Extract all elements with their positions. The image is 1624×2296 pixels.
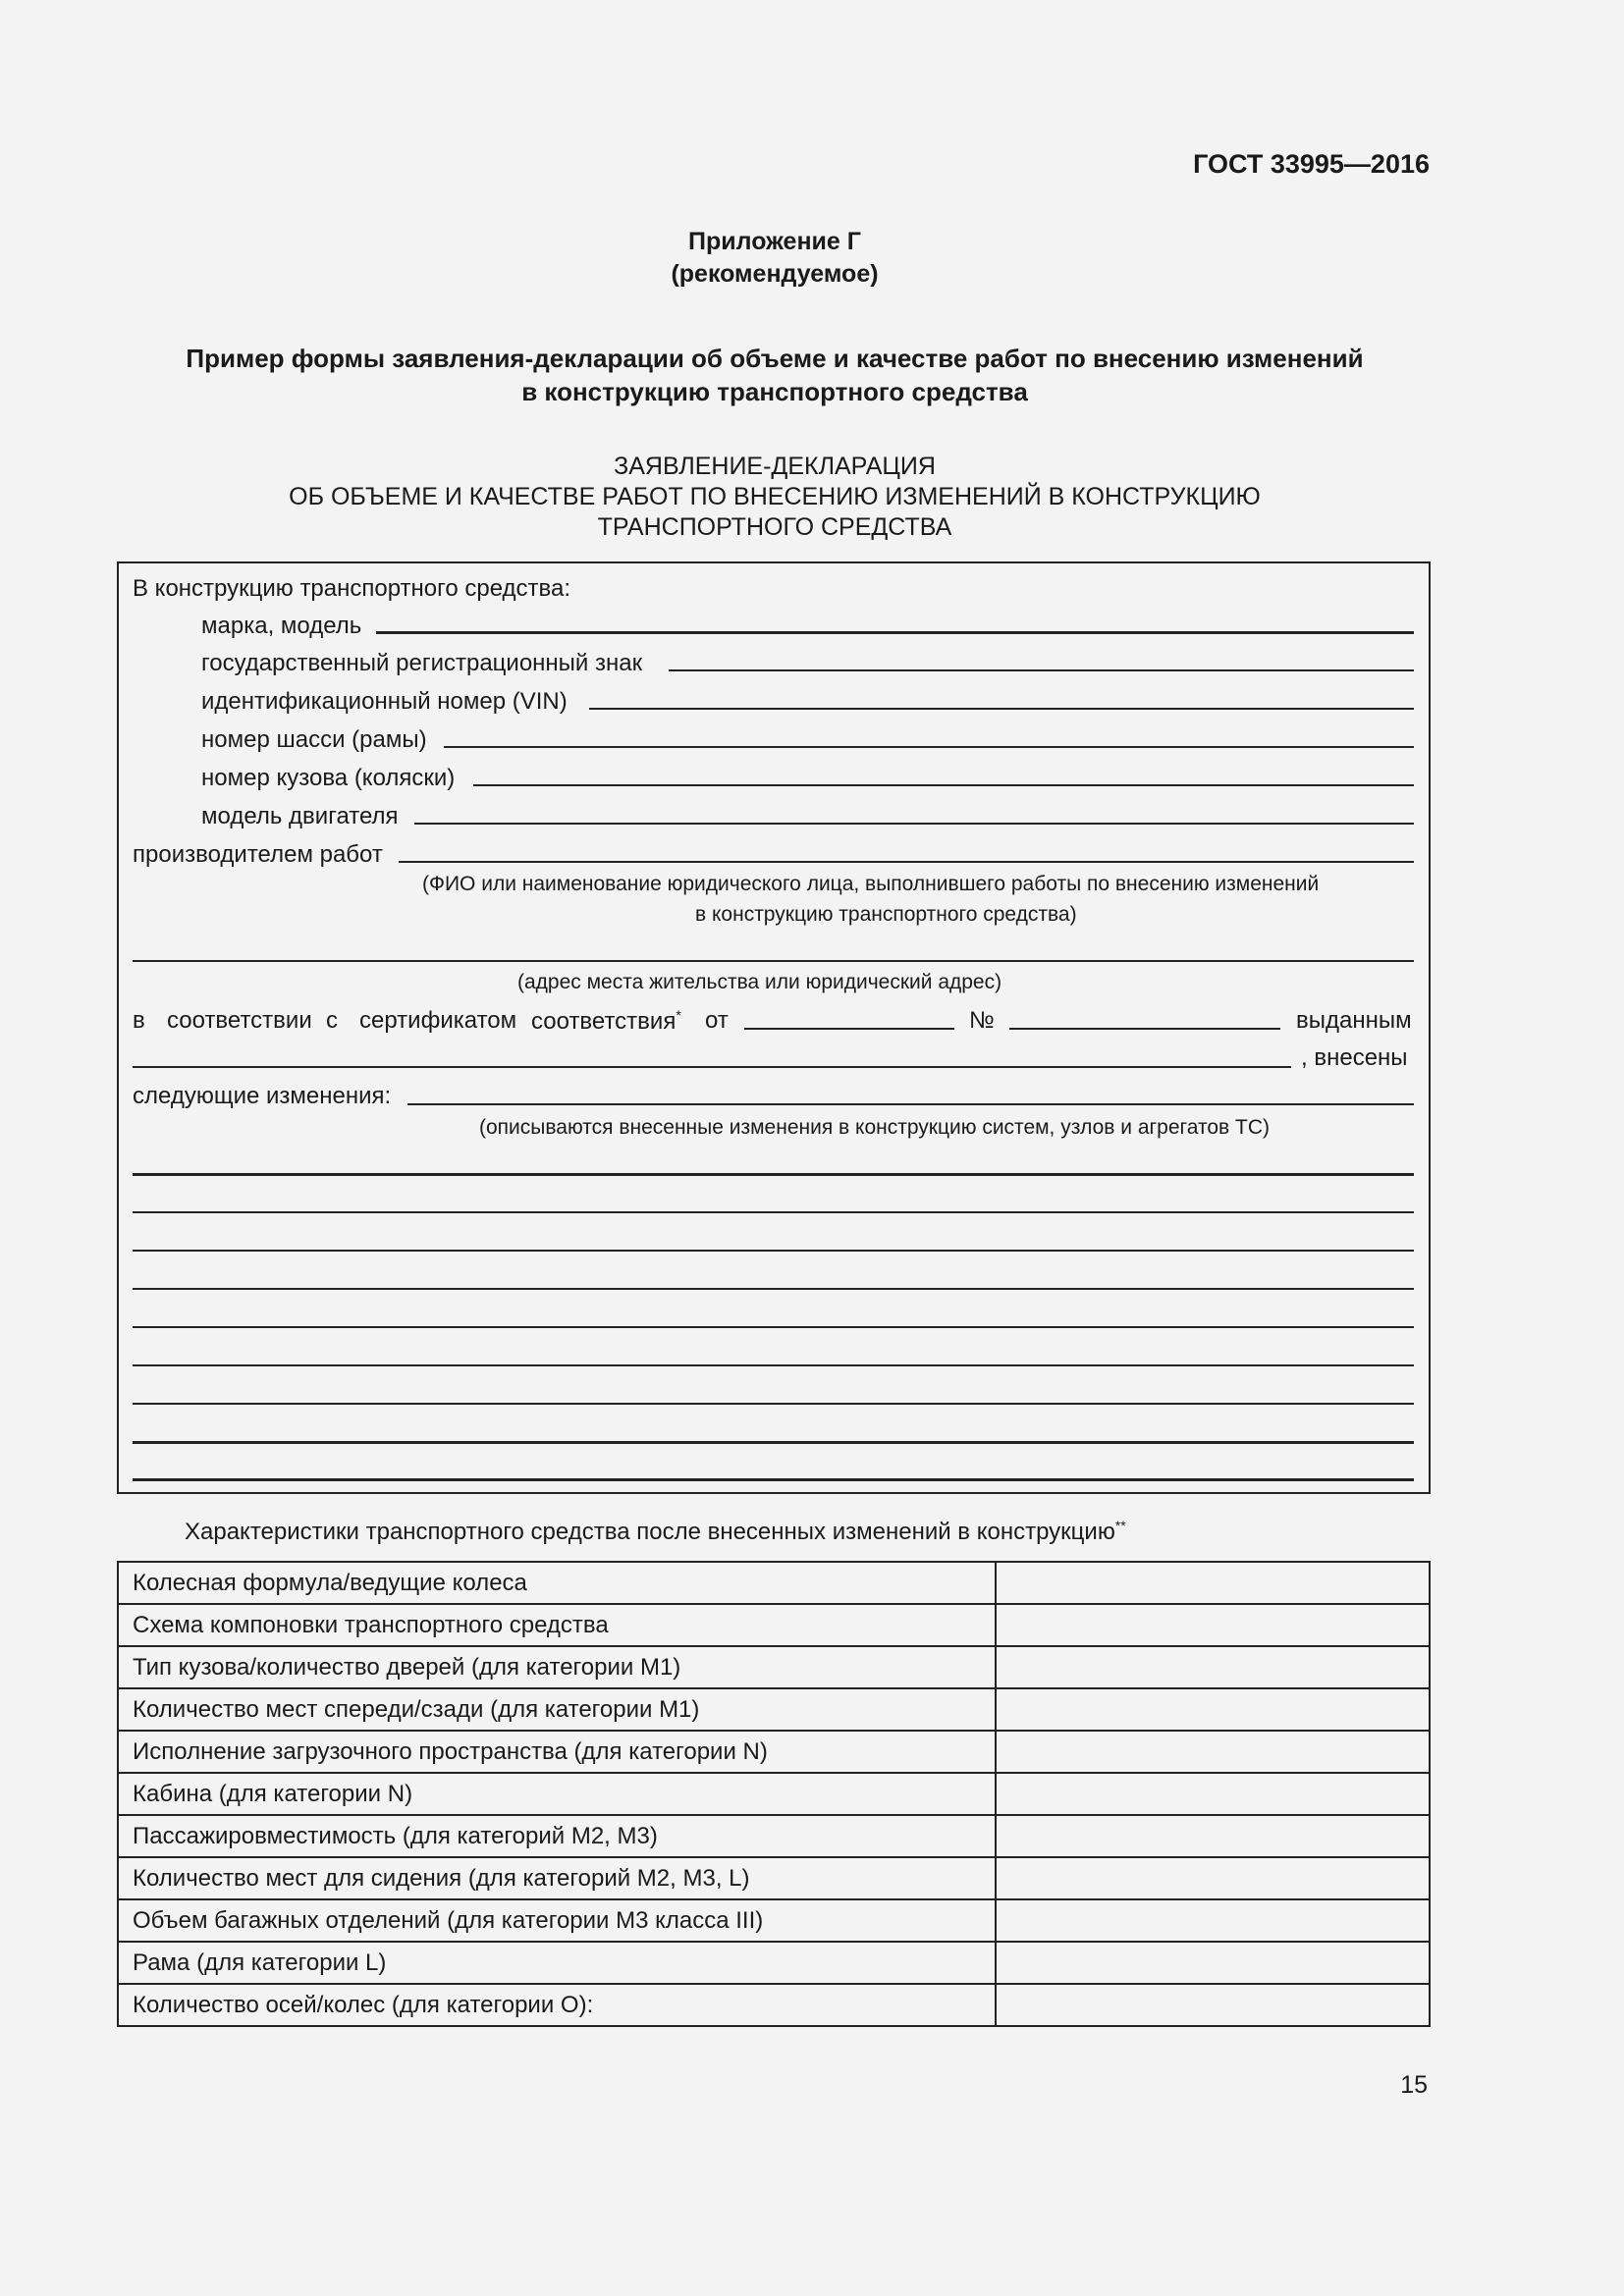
characteristic-value-cell[interactable] [996, 1731, 1430, 1773]
cert-word-ot: от [705, 1007, 729, 1034]
characteristic-value-cell[interactable] [996, 1773, 1430, 1815]
characteristic-label: Пассажировместимость (для категорий М2, М3) [118, 1815, 996, 1857]
field-line-chassis[interactable] [444, 746, 1414, 748]
field-label-chassis: номер шасси (рамы) [201, 726, 427, 753]
characteristics-caption: Характеристики транспортного средства после внесенных изменений в конструкцию** [185, 1518, 1126, 1545]
appendix-subtitle: (рекомендуемое) [671, 260, 879, 288]
cert-number-line[interactable] [1009, 1028, 1280, 1030]
table-row [118, 1984, 1430, 2026]
field-label-engine: модель двигателя [201, 803, 399, 829]
characteristic-label: Исполнение загрузочного пространства (для категории N) [118, 1731, 996, 1773]
table-row [118, 1857, 1430, 1899]
table-row [118, 1899, 1430, 1942]
producer-label: производителем работ [133, 841, 383, 868]
table-row [118, 1731, 1430, 1773]
table-row [118, 1562, 1430, 1604]
characteristic-value-cell[interactable] [996, 1815, 1430, 1857]
cert-number-sign: № [969, 1007, 995, 1034]
characteristic-label: Количество мест для сидения (для категорий М2, М3, L) [118, 1857, 996, 1899]
characteristic-value-cell[interactable] [996, 1984, 1430, 2026]
page-number: 15 [1400, 2071, 1428, 2099]
characteristic-value-cell[interactable] [996, 1899, 1430, 1942]
characteristic-value-cell[interactable] [996, 1604, 1430, 1646]
field-label-vin: идентификационный номер (VIN) [201, 688, 568, 715]
table-row [118, 1773, 1430, 1815]
characteristics-table [117, 1561, 1431, 2027]
field-line-make-model[interactable] [376, 631, 1414, 634]
changes-line-3[interactable] [133, 1250, 1414, 1252]
characteristic-label: Схема компоновки транспортного средства [118, 1604, 996, 1646]
changes-line-9[interactable] [133, 1478, 1414, 1481]
characteristic-value-cell[interactable] [996, 1942, 1430, 1984]
declaration-title [0, 452, 1549, 543]
made-label: , внесены [1301, 1044, 1408, 1071]
characteristic-label: Колесная формула/ведущие колеса [118, 1562, 996, 1604]
form-intro: В конструкцию транспортного средства: [133, 575, 571, 602]
cert-word-sootvetstvii: соответствии [167, 1007, 312, 1034]
changes-first-line[interactable] [407, 1103, 1414, 1105]
changes-label: следующие изменения: [133, 1083, 392, 1109]
table-row [118, 1942, 1430, 1984]
producer-note-line2: в конструкцию транспортного средства) [695, 903, 1077, 926]
changes-line-8[interactable] [133, 1441, 1414, 1444]
field-line-reg-plate[interactable] [669, 669, 1414, 671]
table-row [118, 1815, 1430, 1857]
characteristic-value-cell[interactable] [996, 1562, 1430, 1604]
field-line-vin[interactable] [589, 708, 1414, 710]
field-label-body: номер кузова (коляски) [201, 765, 456, 791]
form-title [0, 342, 1549, 408]
table-row [118, 1646, 1430, 1688]
cert-issued-label: выданным [1296, 1007, 1412, 1034]
issued-by-line[interactable] [133, 1066, 1291, 1068]
declaration-title-line2: ОБ ОБЪЕМЕ И КАЧЕСТВЕ РАБОТ ПО ВНЕСЕНИЮ ИЗМЕНЕНИЙ В КОНСТРУКЦИЮ [289, 483, 1261, 510]
declaration-title-line3: ТРАНСПОРТНОГО СРЕДСТВА [597, 513, 952, 541]
cert-date-line[interactable] [744, 1028, 954, 1030]
address-note: (адрес места жительства или юридический адрес) [517, 971, 1002, 993]
cert-word-sertifikatom: сертификатом [359, 1007, 517, 1034]
table-row [118, 1688, 1430, 1731]
characteristic-value-cell[interactable] [996, 1857, 1430, 1899]
characteristic-label: Количество осей/колес (для категории О): [118, 1984, 996, 2026]
changes-line-5[interactable] [133, 1326, 1414, 1328]
appendix-heading [0, 226, 1549, 291]
form-title-line1: Пример формы заявления-декларации об объеме и качестве работ по внесению изменений [186, 344, 1364, 373]
changes-line-1[interactable] [133, 1173, 1414, 1176]
producer-line[interactable] [399, 861, 1414, 863]
field-label-reg-plate: государственный регистрационный знак [201, 650, 643, 676]
form-title-line2: в конструкцию транспортного средства [521, 377, 1028, 406]
field-label-make-model: марка, модель [201, 613, 362, 639]
changes-line-2[interactable] [133, 1211, 1414, 1213]
characteristic-value-cell[interactable] [996, 1688, 1430, 1731]
cert-word-v: в [133, 1007, 145, 1034]
changes-line-6[interactable] [133, 1364, 1414, 1366]
footnote-mark-double: ** [1114, 1518, 1126, 1533]
cert-word-sootvetstviya: соответствия* [531, 1007, 681, 1035]
producer-note-line1: (ФИО или наименование юридического лица, выполнившего работы по внесению изменений [422, 873, 1320, 895]
changes-line-7[interactable] [133, 1403, 1414, 1405]
field-line-body[interactable] [473, 784, 1414, 786]
field-line-engine[interactable] [414, 823, 1414, 825]
characteristic-label: Количество мест спереди/сзади (для категории М1) [118, 1688, 996, 1731]
changes-line-4[interactable] [133, 1288, 1414, 1290]
characteristic-label: Кабина (для категории N) [118, 1773, 996, 1815]
changes-note: (описываются внесенные изменения в конструкцию систем, узлов и агрегатов ТС) [479, 1116, 1270, 1139]
footnote-mark-single: * [676, 1007, 681, 1023]
characteristic-value-cell[interactable] [996, 1646, 1430, 1688]
characteristic-label: Объем багажных отделений (для категории М3 класса III) [118, 1899, 996, 1942]
declaration-title-line1: ЗАЯВЛЕНИЕ-ДЕКЛАРАЦИЯ [614, 453, 936, 480]
characteristic-label: Рама (для категории L) [118, 1942, 996, 1984]
appendix-title: Приложение Г [688, 228, 861, 255]
characteristic-label: Тип кузова/количество дверей (для категории М1) [118, 1646, 996, 1688]
cert-word-s: с [326, 1007, 338, 1034]
address-line[interactable] [133, 960, 1414, 962]
standard-code: ГОСТ 33995—2016 [1193, 149, 1430, 179]
table-row [118, 1604, 1430, 1646]
